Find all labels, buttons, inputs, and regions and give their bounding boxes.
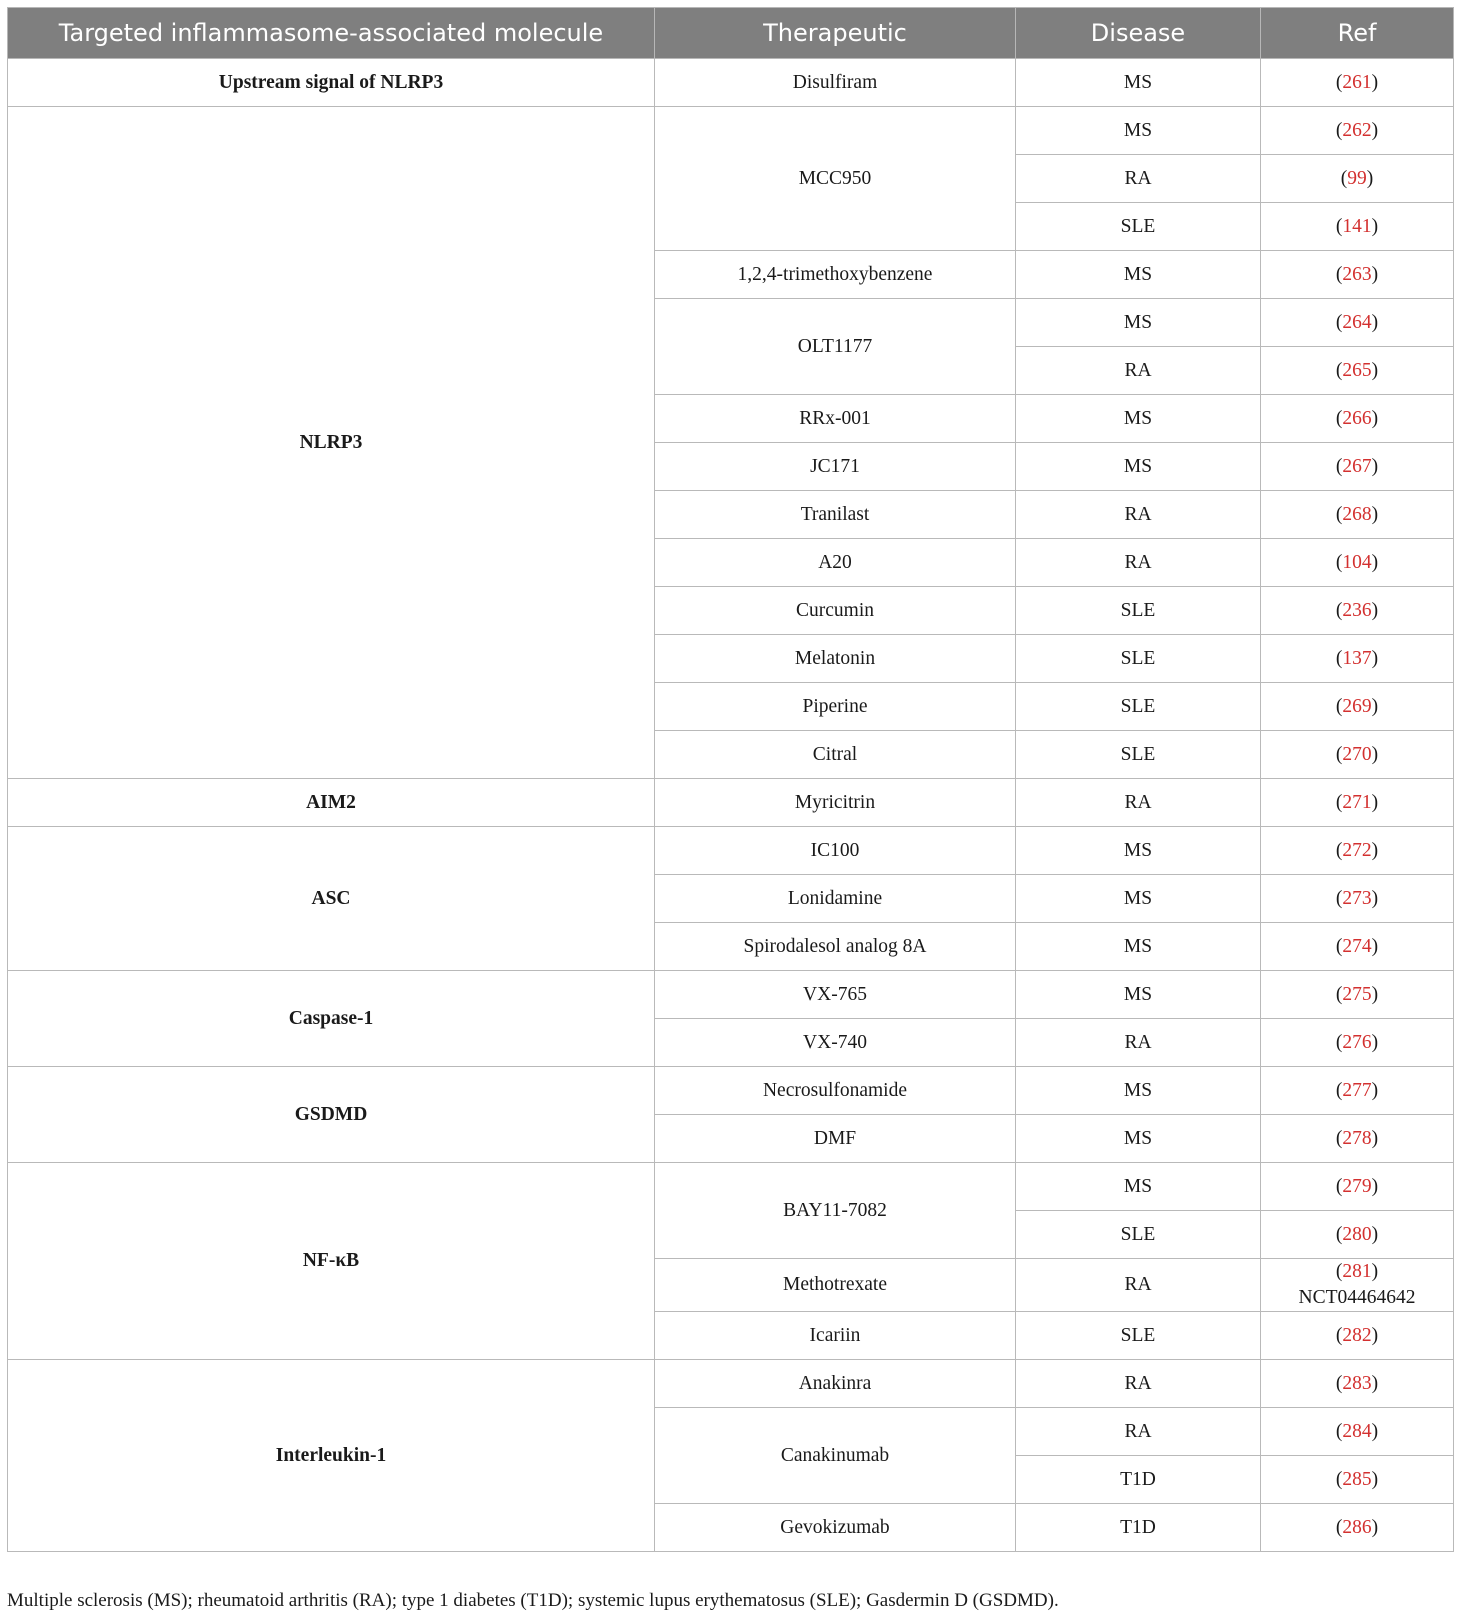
- ref-cell: (274): [1261, 923, 1454, 971]
- molecule-cell: NF-κB: [8, 1163, 655, 1360]
- ref-cell: (278): [1261, 1115, 1454, 1163]
- disease-cell: MS: [1016, 875, 1261, 923]
- header-molecule: Targeted inflammasome-associated molecule: [8, 8, 655, 59]
- therapeutic-cell: Gevokizumab: [655, 1504, 1016, 1552]
- ref-link[interactable]: 285: [1342, 1468, 1372, 1490]
- ref-link[interactable]: 284: [1342, 1420, 1372, 1442]
- molecule-cell: Upstream signal of NLRP3: [8, 59, 655, 107]
- ref-cell: (285): [1261, 1456, 1454, 1504]
- ref-cell: (284): [1261, 1408, 1454, 1456]
- molecule-cell: NLRP3: [8, 107, 655, 779]
- ref-cell: (141): [1261, 203, 1454, 251]
- header-ref: Ref: [1261, 8, 1454, 59]
- therapeutic-cell: Tranilast: [655, 491, 1016, 539]
- molecule-cell: AIM2: [8, 779, 655, 827]
- therapeutic-cell: Myricitrin: [655, 779, 1016, 827]
- ref-cell: (99): [1261, 155, 1454, 203]
- disease-cell: MS: [1016, 827, 1261, 875]
- disease-cell: T1D: [1016, 1504, 1261, 1552]
- therapeutic-cell: RRx-001: [655, 395, 1016, 443]
- ref-cell: (268): [1261, 491, 1454, 539]
- therapeutic-cell: Necrosulfonamide: [655, 1067, 1016, 1115]
- ref-cell: (104): [1261, 539, 1454, 587]
- ref-link[interactable]: 236: [1342, 599, 1372, 621]
- disease-cell: RA: [1016, 491, 1261, 539]
- therapeutic-cell: VX-740: [655, 1019, 1016, 1067]
- disease-cell: MS: [1016, 395, 1261, 443]
- ref-cell: (137): [1261, 635, 1454, 683]
- therapeutic-cell: Icariin: [655, 1312, 1016, 1360]
- disease-cell: T1D: [1016, 1456, 1261, 1504]
- ref-link[interactable]: 137: [1342, 647, 1372, 669]
- ref-link[interactable]: 281: [1342, 1261, 1372, 1282]
- ref-cell: (273): [1261, 875, 1454, 923]
- disease-cell: RA: [1016, 1019, 1261, 1067]
- ref-cell: (263): [1261, 251, 1454, 299]
- therapeutic-cell: Canakinumab: [655, 1408, 1016, 1504]
- ref-cell: (269): [1261, 683, 1454, 731]
- therapeutic-cell: Citral: [655, 731, 1016, 779]
- table-row: [8, 971, 1454, 1019]
- molecule-cell: ASC: [8, 827, 655, 971]
- ref-link[interactable]: 104: [1342, 551, 1372, 573]
- ref-cell: (272): [1261, 827, 1454, 875]
- ref-cell: (262): [1261, 107, 1454, 155]
- inflammasome-therapeutics-table: [7, 7, 1454, 1552]
- ref-link[interactable]: 278: [1342, 1127, 1372, 1149]
- disease-cell: MS: [1016, 299, 1261, 347]
- therapeutic-cell: Melatonin: [655, 635, 1016, 683]
- ref-cell: (282): [1261, 1312, 1454, 1360]
- disease-cell: MS: [1016, 251, 1261, 299]
- ref-link[interactable]: 262: [1342, 119, 1372, 141]
- ref-cell: (265): [1261, 347, 1454, 395]
- disease-cell: SLE: [1016, 587, 1261, 635]
- therapeutic-cell: Spirodalesol analog 8A: [655, 923, 1016, 971]
- table-row: [8, 1360, 1454, 1408]
- disease-cell: RA: [1016, 779, 1261, 827]
- disease-cell: MS: [1016, 1067, 1261, 1115]
- table-row: [8, 59, 1454, 107]
- disease-cell: MS: [1016, 923, 1261, 971]
- ref-cell: (266): [1261, 395, 1454, 443]
- therapeutic-cell: Methotrexate: [655, 1259, 1016, 1312]
- disease-cell: SLE: [1016, 635, 1261, 683]
- therapeutic-cell: 1,2,4-trimethoxybenzene: [655, 251, 1016, 299]
- therapeutic-cell: Lonidamine: [655, 875, 1016, 923]
- disease-cell: RA: [1016, 539, 1261, 587]
- molecule-cell: Caspase-1: [8, 971, 655, 1067]
- ref-link[interactable]: 141: [1342, 215, 1372, 237]
- molecule-cell: GSDMD: [8, 1067, 655, 1163]
- ref-cell: (261): [1261, 59, 1454, 107]
- ref-link[interactable]: 286: [1342, 1516, 1372, 1538]
- ref-link[interactable]: 272: [1342, 839, 1372, 861]
- ref-link[interactable]: 266: [1342, 407, 1372, 429]
- disease-cell: MS: [1016, 1115, 1261, 1163]
- therapeutic-cell: IC100: [655, 827, 1016, 875]
- disease-cell: SLE: [1016, 1312, 1261, 1360]
- ref-cell: (264): [1261, 299, 1454, 347]
- therapeutic-cell: OLT1177: [655, 299, 1016, 395]
- disease-cell: RA: [1016, 347, 1261, 395]
- disease-cell: MS: [1016, 971, 1261, 1019]
- header-therapeutic: Therapeutic: [655, 8, 1016, 59]
- ref-cell: (276): [1261, 1019, 1454, 1067]
- ref-link[interactable]: 270: [1342, 743, 1372, 765]
- therapeutic-cell: MCC950: [655, 107, 1016, 251]
- disease-cell: RA: [1016, 155, 1261, 203]
- ref-link[interactable]: 264: [1342, 311, 1372, 333]
- disease-cell: MS: [1016, 443, 1261, 491]
- header-disease: Disease: [1016, 8, 1261, 59]
- therapeutic-cell: A20: [655, 539, 1016, 587]
- therapeutic-cell: Anakinra: [655, 1360, 1016, 1408]
- ref-link[interactable]: 275: [1342, 983, 1372, 1005]
- therapeutic-cell: DMF: [655, 1115, 1016, 1163]
- therapeutic-cell: Disulfiram: [655, 59, 1016, 107]
- disease-cell: RA: [1016, 1408, 1261, 1456]
- therapeutic-cell: Curcumin: [655, 587, 1016, 635]
- header-row: [8, 8, 1454, 59]
- ref-cell: (279): [1261, 1163, 1454, 1211]
- therapeutic-cell: JC171: [655, 443, 1016, 491]
- ref-cell: (271): [1261, 779, 1454, 827]
- table-row: [8, 1163, 1454, 1211]
- ref-cell: (275): [1261, 971, 1454, 1019]
- table-row: [8, 827, 1454, 875]
- ref-cell: (280): [1261, 1211, 1454, 1259]
- table-footnote: Multiple sclerosis (MS); rheumatoid arthritis (RA); type 1 diabetes (T1D); systemic lupus erythematosus (SLE); Gasdermin D (GSDMD).: [7, 1590, 1059, 1611]
- ref-cell: (286): [1261, 1504, 1454, 1552]
- ref-link[interactable]: 269: [1342, 695, 1372, 717]
- disease-cell: MS: [1016, 1163, 1261, 1211]
- ref-link[interactable]: 99: [1347, 167, 1367, 189]
- ref-link[interactable]: 274: [1342, 935, 1372, 957]
- disease-cell: SLE: [1016, 1211, 1261, 1259]
- ref-link[interactable]: 271: [1342, 791, 1372, 813]
- ref-link[interactable]: 280: [1342, 1223, 1372, 1245]
- ref-cell: (267): [1261, 443, 1454, 491]
- ref-cell: (277): [1261, 1067, 1454, 1115]
- therapeutic-cell: Piperine: [655, 683, 1016, 731]
- ref-link[interactable]: 282: [1342, 1324, 1372, 1346]
- disease-cell: MS: [1016, 107, 1261, 155]
- table-row: [8, 779, 1454, 827]
- therapeutic-cell: VX-765: [655, 971, 1016, 1019]
- clinical-trial-id: NCT04464642: [1298, 1287, 1416, 1308]
- ref-cell: (283): [1261, 1360, 1454, 1408]
- disease-cell: SLE: [1016, 731, 1261, 779]
- disease-cell: RA: [1016, 1259, 1261, 1312]
- ref-link[interactable]: 277: [1342, 1079, 1372, 1101]
- ref-link[interactable]: 279: [1342, 1175, 1372, 1197]
- therapeutic-cell: BAY11-7082: [655, 1163, 1016, 1259]
- ref-link[interactable]: 265: [1342, 359, 1372, 381]
- ref-link[interactable]: 283: [1342, 1372, 1372, 1394]
- disease-cell: SLE: [1016, 683, 1261, 731]
- molecule-cell: Interleukin-1: [8, 1360, 655, 1552]
- table-row: [8, 107, 1454, 155]
- ref-link[interactable]: 261: [1342, 71, 1372, 93]
- ref-cell: (281) NCT04464642: [1261, 1259, 1454, 1312]
- ref-link[interactable]: 263: [1342, 263, 1372, 285]
- ref-link[interactable]: 268: [1342, 503, 1372, 525]
- ref-link[interactable]: 276: [1342, 1031, 1372, 1053]
- ref-cell: (270): [1261, 731, 1454, 779]
- ref-link[interactable]: 273: [1342, 887, 1372, 909]
- disease-cell: SLE: [1016, 203, 1261, 251]
- disease-cell: RA: [1016, 1360, 1261, 1408]
- ref-cell: (236): [1261, 587, 1454, 635]
- disease-cell: MS: [1016, 59, 1261, 107]
- ref-link[interactable]: 267: [1342, 455, 1372, 477]
- table-row: [8, 1067, 1454, 1115]
